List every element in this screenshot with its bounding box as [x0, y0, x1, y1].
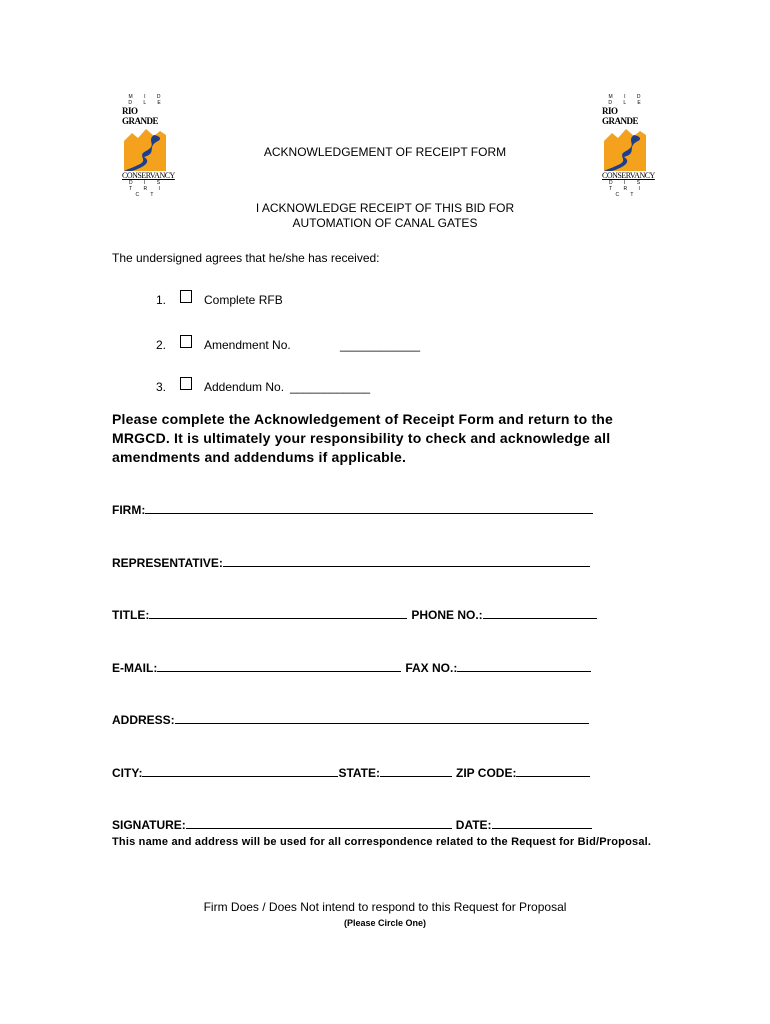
checklist-number: 2. — [156, 338, 167, 352]
checkbox[interactable] — [180, 335, 192, 348]
signature-input-line[interactable] — [186, 818, 452, 829]
intent-statement: Firm Does / Does Not intend to respond to this Request for Proposal — [203, 900, 567, 914]
date-input-line[interactable] — [492, 818, 592, 829]
phone-input-line[interactable] — [483, 608, 597, 619]
address-input-line[interactable] — [175, 713, 589, 724]
amendment-number-line[interactable]: ____________ — [340, 338, 421, 352]
city-input-line[interactable] — [142, 766, 338, 777]
zip-input-line[interactable] — [516, 766, 590, 777]
logo-name: RIO GRANDE — [602, 106, 639, 126]
checklist-number: 3. — [156, 380, 167, 394]
subtitle-line-2: AUTOMATION OF CANAL GATES — [292, 216, 478, 230]
subtitle-line-1: I ACKNOWLEDGE RECEIPT OF THIS BID FOR — [255, 201, 515, 215]
signature-label: SIGNATURE: — [112, 818, 186, 832]
date-label: DATE: — [455, 818, 492, 832]
logo-conservancy: CONSERVANCY — [122, 171, 175, 180]
firm-input-line[interactable] — [145, 503, 593, 514]
address-field — [112, 713, 589, 727]
intro-text: The undersigned agrees that he/she has received: — [112, 251, 380, 265]
email-label: E-MAIL: — [112, 661, 158, 675]
circle-one-instruction: (Please Circle One) — [343, 918, 427, 928]
city-state-zip-field — [112, 766, 590, 780]
email-fax-field — [112, 661, 591, 675]
firm-field — [112, 503, 593, 517]
representative-label: REPRESENTATIVE: — [112, 556, 223, 570]
address-label: ADDRESS: — [112, 713, 175, 727]
fax-label: FAX NO.: — [405, 661, 458, 675]
fax-input-line[interactable] — [457, 661, 591, 672]
title-phone-field — [112, 608, 597, 622]
logo-top-text: M I D D L E — [128, 94, 166, 106]
zip-label: ZIP CODE: — [456, 766, 517, 780]
checkbox[interactable] — [180, 377, 192, 390]
checkbox[interactable] — [180, 290, 192, 303]
checklist-label: Amendment No. — [204, 338, 291, 352]
checklist-label: Addendum No. — [204, 380, 285, 394]
representative-input-line[interactable] — [223, 556, 590, 567]
checklist-label: Complete RFB — [204, 293, 283, 307]
form-title: ACKNOWLEDGEMENT OF RECEIPT FORM — [263, 145, 507, 159]
notice-paragraph: Please complete the Acknowledgement of Receipt Form and return to the MRGCD. It is ultimately your responsibility to check and acknowledge all amendments and addendums if applicable. — [112, 411, 614, 465]
logo-bottom-text: D I S T R I C T — [608, 180, 646, 198]
signature-date-field — [112, 818, 592, 832]
representative-field — [112, 556, 590, 570]
state-input-line[interactable] — [380, 766, 452, 777]
email-input-line[interactable] — [157, 661, 401, 672]
firm-label: FIRM: — [112, 503, 146, 517]
logo-conservancy: CONSERVANCY — [602, 171, 655, 180]
mrgcd-logo-right — [602, 94, 655, 198]
addendum-number-line[interactable]: ____________ — [290, 380, 371, 394]
logo-name: RIO GRANDE — [122, 106, 159, 126]
title-label: TITLE: — [112, 608, 150, 622]
title-input-line[interactable] — [149, 608, 407, 619]
footnote-text: This name and address will be used for all correspondence related to the Request for Bid/Proposal. — [112, 836, 652, 848]
state-label: STATE: — [338, 766, 381, 780]
logo-bottom-text: D I S T R I C T — [128, 180, 166, 198]
phone-label: PHONE NO.: — [411, 608, 483, 622]
mrgcd-logo-left — [122, 94, 175, 198]
logo-top-text: M I D D L E — [608, 94, 646, 106]
checklist-number: 1. — [156, 293, 167, 307]
city-label: CITY: — [112, 766, 143, 780]
